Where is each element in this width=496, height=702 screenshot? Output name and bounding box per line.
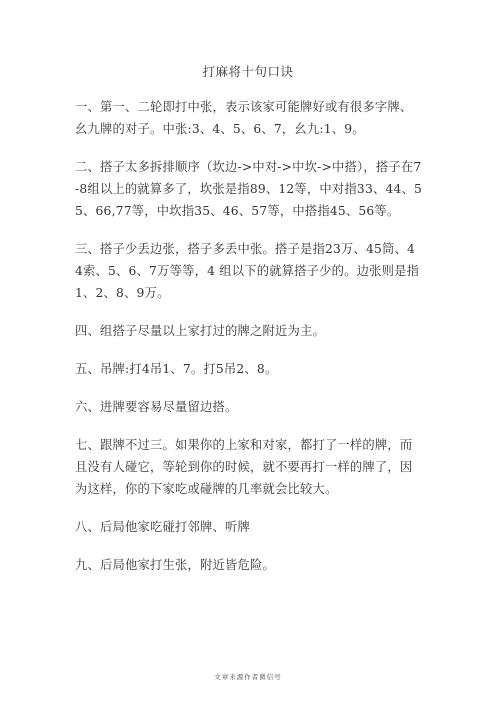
paragraph-9: 九、后局他家打生张，附近皆危险。 xyxy=(75,558,275,572)
paragraph-2: 二、搭子太多拆排顺序（坎边->中对->中坎->中搭），搭子在7-8组以上的就算多了，坎张是指89、12等，中对指33、44、55、66,77等，中坎指35、46、57等，中搭指45、56等。 xyxy=(75,160,423,218)
page-footer: 文章来源作者微信号 xyxy=(214,673,282,681)
paragraph-5: 五、吊牌:打4吊1、7。打5吊2、8。 xyxy=(75,362,278,376)
document-title: 打麻将十句口诀 xyxy=(202,64,294,79)
paragraph-4: 四、组搭子尽量以上家打过的牌之附近为主。 xyxy=(75,324,325,338)
document-body xyxy=(75,96,423,592)
paragraph-8: 八、后局他家吃碰打邻牌、听牌 xyxy=(75,520,250,534)
paragraph-6: 六、进牌要容易尽量留边搭。 xyxy=(75,400,238,414)
paragraph-7: 七、跟牌不过三。如果你的上家和对家，都打了一样的牌，而且没有人碰它，等轮到你的时候，就不要再打一样的牌了，因为这样，你的下家吃或碰牌的几率就会比较大。 xyxy=(75,438,413,496)
paragraph-3: 三、搭子少丢边张，搭子多丢中张。搭子是指23万、45筒、44索、5、6、7万等等，4 组以下的就算搭子少的。边张则是指1、2、8、9万。 xyxy=(75,242,420,300)
paragraph-1: 一、第一、二轮即打中张，表示该家可能牌好或有很多字牌、幺九牌的对子。中张:3、4、5、6、7，幺九:1、9。 xyxy=(75,100,413,136)
